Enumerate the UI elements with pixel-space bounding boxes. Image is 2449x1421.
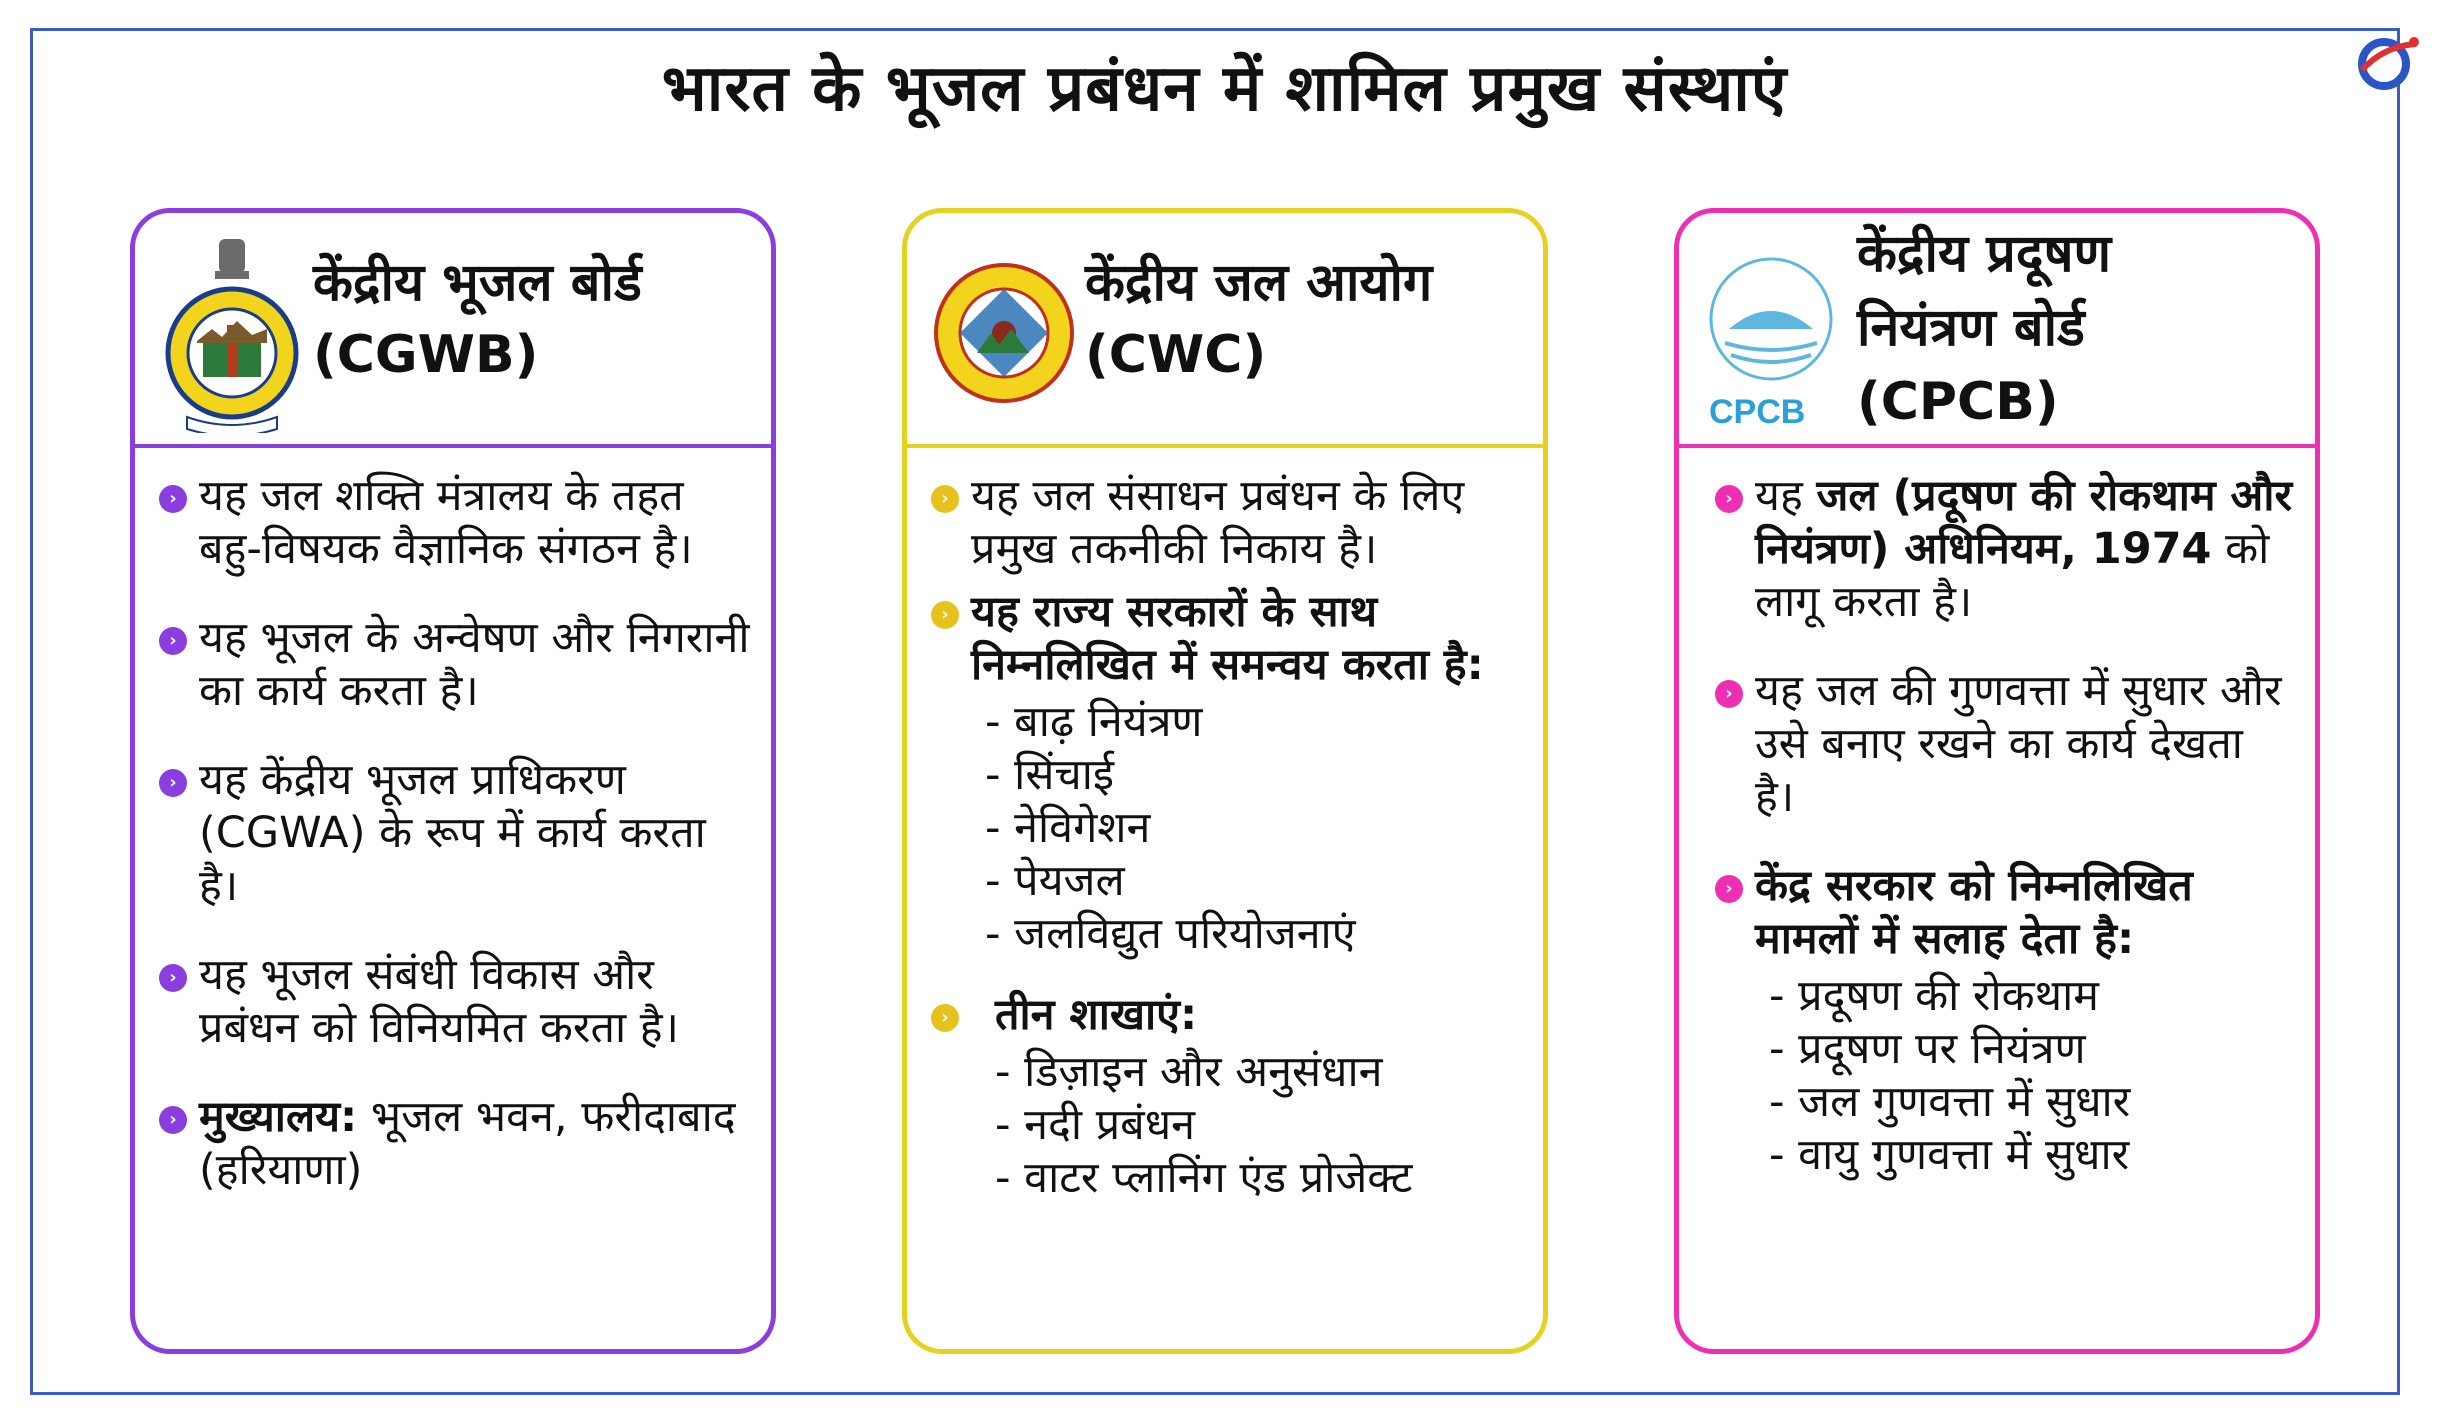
list-item: - वायु गुणवत्ता में सुधार	[1769, 1130, 2130, 1180]
cwc-title-abbr: (CWC)	[1085, 325, 1267, 385]
chevron-right-icon: ›	[1715, 875, 1743, 903]
list-item: › यह जल संसाधन प्रबंधन के लिए प्रमुख तकनीकी निकाय है।	[931, 470, 1523, 576]
card-cgwb-header	[135, 213, 771, 448]
card-cpcb-header	[1679, 213, 2315, 448]
card-cpcb	[1674, 208, 2320, 1354]
list-item: - प्रदूषण पर नियंत्रण	[1769, 1024, 2086, 1074]
chevron-right-icon: ›	[931, 601, 959, 629]
list-item: - पेयजल	[985, 856, 1125, 906]
list-item: › केंद्र सरकार को निम्नलिखित मामलों में सलाह देता है: - प्रदूषण की रोकथाम - प्रदूषण पर नियंत्रण - जल गुणवत्ता में सुधार - वायु गुणवत्ता में सुधार	[1715, 860, 2295, 1182]
list-item: - प्रदूषण की रोकथाम	[1769, 971, 2100, 1021]
card-cwc-body	[907, 448, 1543, 1205]
svg-text:CPCB: CPCB	[1709, 393, 1806, 431]
chevron-right-icon: ›	[159, 627, 187, 655]
cwc-title	[1085, 247, 1533, 391]
list-item: › यह जल शक्ति मंत्रालय के तहत बहु-विषयक वैज्ञानिक संगठन है।	[159, 470, 751, 576]
chevron-right-icon: ›	[1715, 680, 1743, 708]
advice-list	[1769, 970, 2295, 1182]
list-item: › यह राज्य सरकारों के साथ निम्नलिखित में समन्वय करता है: - बाढ़ नियंत्रण - सिंचाई - नेविगेशन - पेयजल - जलविद्युत परियोजनाएं	[931, 586, 1523, 961]
list-item: › यह भूजल संबंधी विकास और प्रबंधन को विनियमित करता है।	[159, 949, 751, 1055]
card-cpcb-body	[1679, 448, 2315, 1182]
coordination-list	[985, 696, 1523, 961]
page-title: भारत के भूजल प्रबंधन में शामिल प्रमुख संस्थाएं	[661, 52, 1788, 126]
branches-list	[995, 1046, 1523, 1205]
card-cgwb	[130, 208, 776, 1354]
list-item: - नेविगेशन	[985, 803, 1151, 853]
cpcb-title-hindi-2: नियंत्रण बोर्ड	[1857, 298, 2085, 358]
hq-text: भूजल भवन, फरीदाबाद (हरियाणा)	[199, 1092, 736, 1195]
chevron-right-icon: ›	[159, 769, 187, 797]
chevron-right-icon: ›	[159, 485, 187, 513]
chevron-right-icon: ›	[931, 485, 959, 513]
list-item: › तीन शाखाएं: - डिज़ाइन और अनुसंधान - नदी प्रबंधन - वाटर प्लानिंग एंड प्रोजेक्ट	[931, 989, 1523, 1205]
cgwb-emblem-icon	[157, 233, 307, 433]
list-item: - नदी प्रबंधन	[995, 1100, 1196, 1150]
cgwb-title-abbr: (CGWB)	[313, 325, 539, 385]
cgwb-title-hindi: केंद्रीय भूजल बोर्ड	[313, 253, 642, 313]
list-item: - वाटर प्लानिंग एंड प्रोजेक्ट	[995, 1153, 1413, 1203]
list-item: › यह जल (प्रदूषण की रोकथाम और नियंत्रण) अधिनियम, 1974 को लागू करता है।	[1715, 470, 2295, 629]
card-cwc	[902, 208, 1548, 1354]
card-cgwb-body	[135, 448, 771, 1197]
list-item-hq	[159, 1091, 751, 1197]
hq-label: मुख्यालय:	[199, 1092, 358, 1142]
chevron-right-icon: ›	[931, 1004, 959, 1032]
cpcb-title-abbr: (CPCB)	[1857, 372, 2059, 432]
cpcb-title-hindi-1: केंद्रीय प्रदूषण	[1857, 224, 2112, 284]
cwc-title-hindi: केंद्रीय जल आयोग	[1085, 253, 1433, 313]
list-item: - बाढ़ नियंत्रण	[985, 697, 1203, 747]
chevron-right-icon: ›	[159, 964, 187, 992]
chevron-right-icon: ›	[159, 1106, 187, 1134]
cwc-emblem-icon	[929, 233, 1079, 433]
chevron-right-icon: ›	[1715, 485, 1743, 513]
list-item: › यह भूजल के अन्वेषण और निगरानी का कार्य करता है।	[159, 612, 751, 718]
list-item: - डिज़ाइन और अनुसंधान	[995, 1047, 1383, 1097]
cgwb-title	[313, 247, 761, 391]
list-item: - जलविद्युत परियोजनाएं	[985, 909, 1356, 959]
cpcb-emblem-icon	[1701, 233, 1851, 433]
list-item: - जल गुणवत्ता में सुधार	[1769, 1077, 2131, 1127]
card-cwc-header	[907, 213, 1543, 448]
list-item: › यह केंद्रीय भूजल प्राधिकरण (CGWA) के रूप में कार्य करता है।	[159, 754, 751, 913]
cpcb-title	[1857, 217, 2305, 439]
list-item: - सिंचाई	[985, 750, 1114, 800]
list-item: › यह जल की गुणवत्ता में सुधार और उसे बनाए रखने का कार्य देखता है।	[1715, 665, 2295, 824]
